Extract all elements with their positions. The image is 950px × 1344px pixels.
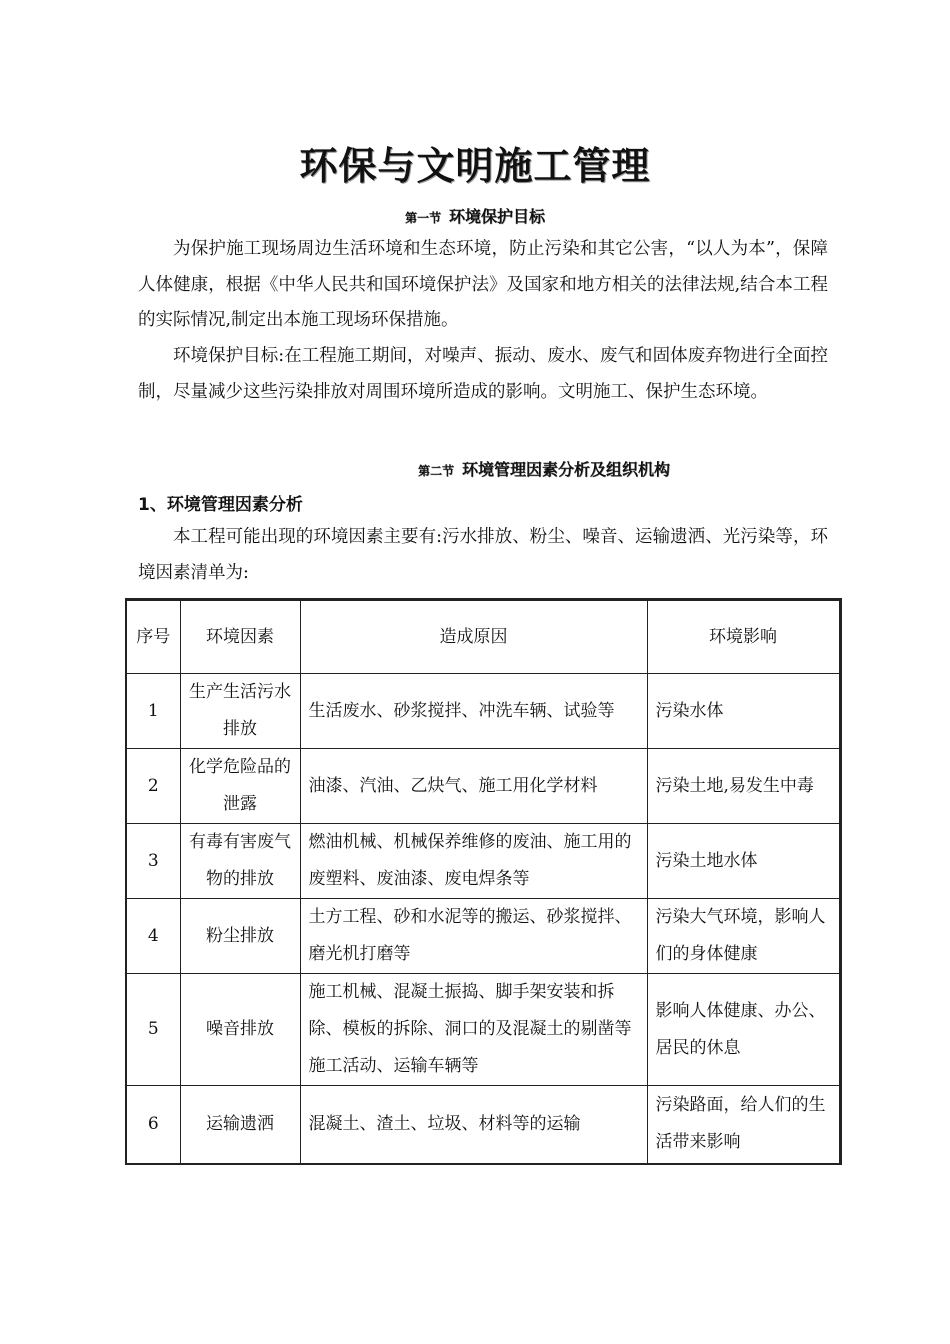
row-reason: 土方工程、砂和水泥等的搬运、砂浆搅拌、磨光机打磨等 — [300, 899, 647, 974]
row-factor: 粉尘排放 — [180, 899, 300, 974]
paragraph-intro: 为保护施工现场周边生活环境和生态环境，防止污染和其它公害，“以人为本”，保障人体健康，根据《中华人民共和国环境保护法》及国家和地方相关的法律法规,结合本工程的实际情况,制定出本施工现场环保措施。 — [138, 239, 828, 330]
table-header-row — [126, 600, 840, 674]
header-reason: 造成原因 — [300, 600, 647, 674]
document-title: 环保与文明施工管理 — [299, 143, 651, 188]
section-1-heading — [0, 204, 950, 227]
row-no: 6 — [126, 1086, 180, 1164]
table-row — [126, 674, 840, 749]
row-no: 1 — [126, 674, 180, 749]
row-factor: 化学危险品的泄露 — [180, 749, 300, 824]
row-no: 4 — [126, 899, 180, 974]
row-no: 5 — [126, 974, 180, 1086]
table-row — [126, 824, 840, 899]
row-impact: 污染大气环境，影响人们的身体健康 — [647, 899, 840, 974]
table-row — [126, 974, 840, 1086]
header-no: 序号 — [126, 600, 180, 674]
row-impact: 影响人体健康、办公、居民的休息 — [647, 974, 840, 1086]
section-1-label: 第一节 — [404, 211, 441, 225]
row-impact: 污染土地水体 — [647, 824, 840, 899]
row-reason: 施工机械、混凝土振捣、脚手架安装和拆除、模板的拆除、洞口的及混凝土的剔凿等施工活动、运输车辆等 — [300, 974, 647, 1086]
row-impact: 污染土地,易发生中毒 — [647, 749, 840, 824]
table-row — [126, 749, 840, 824]
row-reason: 油漆、汽油、乙炔气、施工用化学材料 — [300, 749, 647, 824]
row-factor: 运输遗洒 — [180, 1086, 300, 1164]
row-no: 3 — [126, 824, 180, 899]
row-factor: 噪音排放 — [180, 974, 300, 1086]
row-no: 2 — [126, 749, 180, 824]
subheading-factor-analysis: 1、环境管理因素分析 — [138, 495, 303, 515]
row-reason: 燃油机械、机械保养维修的废油、施工用的废塑料、废油漆、废电焊条等 — [300, 824, 647, 899]
row-factor: 有毒有害废气物的排放 — [180, 824, 300, 899]
header-impact: 环境影响 — [647, 600, 840, 674]
row-reason: 生活废水、砂浆搅拌、冲洗车辆、试验等 — [300, 674, 647, 749]
row-impact: 污染路面，给人们的生活带来影响 — [647, 1086, 840, 1164]
row-factor: 生产生活污水排放 — [180, 674, 300, 749]
section-2-title: 环境管理因素分析及组织机构 — [462, 460, 671, 479]
paragraph-target: 环境保护目标:在工程施工期间，对噪声、振动、废水、废气和固体废弃物进行全面控制，尽量减少这些污染排放对周围环境所造成的影响。文明施工、保护生态环境。 — [138, 346, 828, 402]
environment-factors-table — [125, 598, 842, 1165]
paragraph-factors-intro: 本工程可能出现的环境因素主要有:污水排放、粉尘、噪音、运输遗洒、光污染等，环境因素清单为: — [138, 527, 828, 583]
row-reason: 混凝土、渣土、垃圾、材料等的运输 — [300, 1086, 647, 1164]
header-factor: 环境因素 — [180, 600, 300, 674]
row-impact: 污染水体 — [647, 674, 840, 749]
section-2-heading — [418, 457, 670, 480]
section-1-title: 环境保护目标 — [449, 207, 546, 226]
table-row — [126, 899, 840, 974]
table-row — [126, 1086, 840, 1164]
section-2-label: 第二节 — [418, 464, 455, 478]
